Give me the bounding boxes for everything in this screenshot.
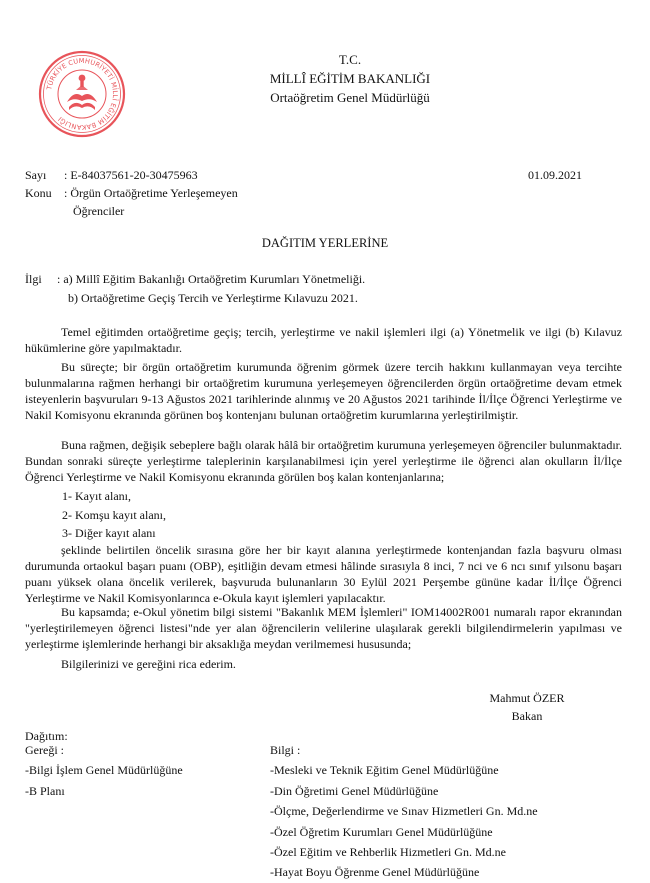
list-item: -Din Öğretimi Genel Müdürlüğüne xyxy=(270,783,439,798)
list-item: -Özel Eğitim ve Rehberlik Hizmetleri Gn. Md.ne xyxy=(270,845,506,860)
list-item: -Mesleki ve Teknik Eğitim Genel Müdürlüğüne xyxy=(270,763,499,778)
distribution-gereg xyxy=(25,740,183,801)
sayi-label: Sayı xyxy=(25,168,47,182)
ministry-seal-icon xyxy=(38,50,126,138)
distribution-heading: Dağıtım: xyxy=(25,729,68,743)
list-item: 2- Komşu kayıt alanı, xyxy=(62,507,166,522)
konu-value-line2: Öğrenciler xyxy=(73,204,125,218)
signatory-title: Bakan xyxy=(511,709,543,723)
paragraph-text: Bu süreçte; bir örgün ortaöğretim kurumunda öğrenim görmek üzere tercih hakkını kullanmayan veya tercihte bulunmalarına rağmen herhangi bir ortaöğretim kurumuna yerleşemeyen öğrencilerden örgün ortaöğretime devam etmek isteyenlerin başvuruları 9-13 Ağustos 2021 tarihlerinde alınmış ve 20 Ağustos 2021 tarihinde İl/İlçe Öğrenci Yerleştirme ve Nakil Komisyonu ekranında görünen boş kontenjanı bulunan ortaöğretim kurumlarına yerleştirilmiştir. xyxy=(25,360,622,422)
document-date: 01.09.2021 xyxy=(528,168,582,182)
svg-text:TÜRKİYE CUMHURİYETİ MİLLÎ EĞİT: TÜRKİYE CUMHURİYETİ MİLLÎ EĞİTİM BAKANLIĞI xyxy=(45,56,120,132)
addressee: DAĞITIM YERLERİNE xyxy=(261,236,389,250)
ilgi-a: : a) Millî Eğitim Bakanlığı Ortaöğretim Kurumları Yönetmeliği. xyxy=(57,272,366,286)
priority-list xyxy=(62,488,166,544)
body-paragraph-5 xyxy=(25,604,622,652)
list-item: -Özel Öğretim Kurumları Genel Müdürlüğüne xyxy=(270,824,493,839)
ministry-seal xyxy=(38,50,126,138)
paragraph-text: Bu kapsamda; e-Okul yönetim bilgi sistemi "Bakanlık MEM İşlemleri" IOM14002R001 numaralı rapor ekranından "yerleştirilemeyen öğrenci listesi"nde yer alan öğrencilerin velilerine ulaşılarak gerekli bilgilendirmelerin yapılması ve yerleştirme işlemlerinde herhangi bir aksaklığa meydan verilmemesi hususunda; xyxy=(25,605,622,651)
distribution-bilgi xyxy=(270,740,538,883)
list-item: -B Planı xyxy=(25,783,65,798)
paragraph-text: şeklinde belirtilen öncelik sırasına göre her bir kayıt alanına yerleştirmede kontenjandan fazla başvuru olması durumunda ortaokul başarı puanı (OBP), eşitliğin devam etmesi hâlinde sırasıyla 8 inci, 7 nci ve 6 ncı sınıf yılsonu başarı puanı yüksek olana öncelik verilerek, başvuruda bulunanların 30 Eylül 2021 Perşembe gününe kadar İl/İlçe Öğrenci Yerleştirme ve Nakil Komisyonlarınca e-Okula kayıt işlemleri yapılacaktır. xyxy=(25,543,622,605)
signatory-name: Mahmut ÖZER xyxy=(489,691,565,705)
list-item: 3- Diğer kayıt alanı xyxy=(62,526,156,540)
body-paragraph-3 xyxy=(25,437,622,485)
body-paragraph-1 xyxy=(25,324,622,356)
body-paragraph-4 xyxy=(25,542,622,606)
list-item: -Hayat Boyu Öğrenme Genel Müdürlüğüne xyxy=(270,865,480,880)
header-directorate: Ortaöğretim Genel Müdürlüğü xyxy=(270,90,430,105)
konu-value: : Örgün Ortaöğretime Yerleşemeyen xyxy=(64,186,238,200)
sayi-value: : E-84037561-20-30475963 xyxy=(64,168,198,182)
list-item: -Bilgi İşlem Genel Müdürlüğüne xyxy=(25,763,183,778)
ilgi-b: b) Ortaöğretime Geçiş Tercih ve Yerleştirme Kılavuzu 2021. xyxy=(68,291,358,305)
body-paragraph-6 xyxy=(25,656,622,672)
konu-label: Konu xyxy=(25,186,52,200)
gereg-label: Gereği : xyxy=(25,743,64,757)
header-ministry: MİLLÎ EĞİTİM BAKANLIĞI xyxy=(269,71,431,86)
paragraph-text: Bilgilerinizi ve gereğini rica ederim. xyxy=(61,657,236,671)
header-tc: T.C. xyxy=(338,52,362,67)
paragraph-text: Buna rağmen, değişik sebeplere bağlı olarak hâlâ bir ortaöğretim kurumuna yerleşemeyen öğrenciler bulunmaktadır. Bundan sonraki süreçte yerleştirme taleplerinin karşılanabilmesi için yerel yerleştirme ile öğrenci alan okulların İl/İlçe Öğrenci Yerleştirme ve Nakil Komisyonu ekranında görülen boş kalan kontenjanlarına; xyxy=(25,438,622,484)
ilgi-label: İlgi xyxy=(25,272,42,286)
paragraph-text: Temel eğitimden ortaöğretime geçiş; tercih, yerleştirme ve nakil işlemleri ilgi (a) Yönetmelik ve ilgi (b) Kılavuz hükümlerine göre yapılmaktadır. xyxy=(25,325,622,355)
bilgi-label: Bilgi : xyxy=(270,743,301,757)
body-paragraph-2 xyxy=(25,359,622,423)
list-item: 1- Kayıt alanı, xyxy=(62,489,131,503)
list-item: -Ölçme, Değerlendirme ve Sınav Hizmetleri Gn. Md.ne xyxy=(270,804,538,819)
